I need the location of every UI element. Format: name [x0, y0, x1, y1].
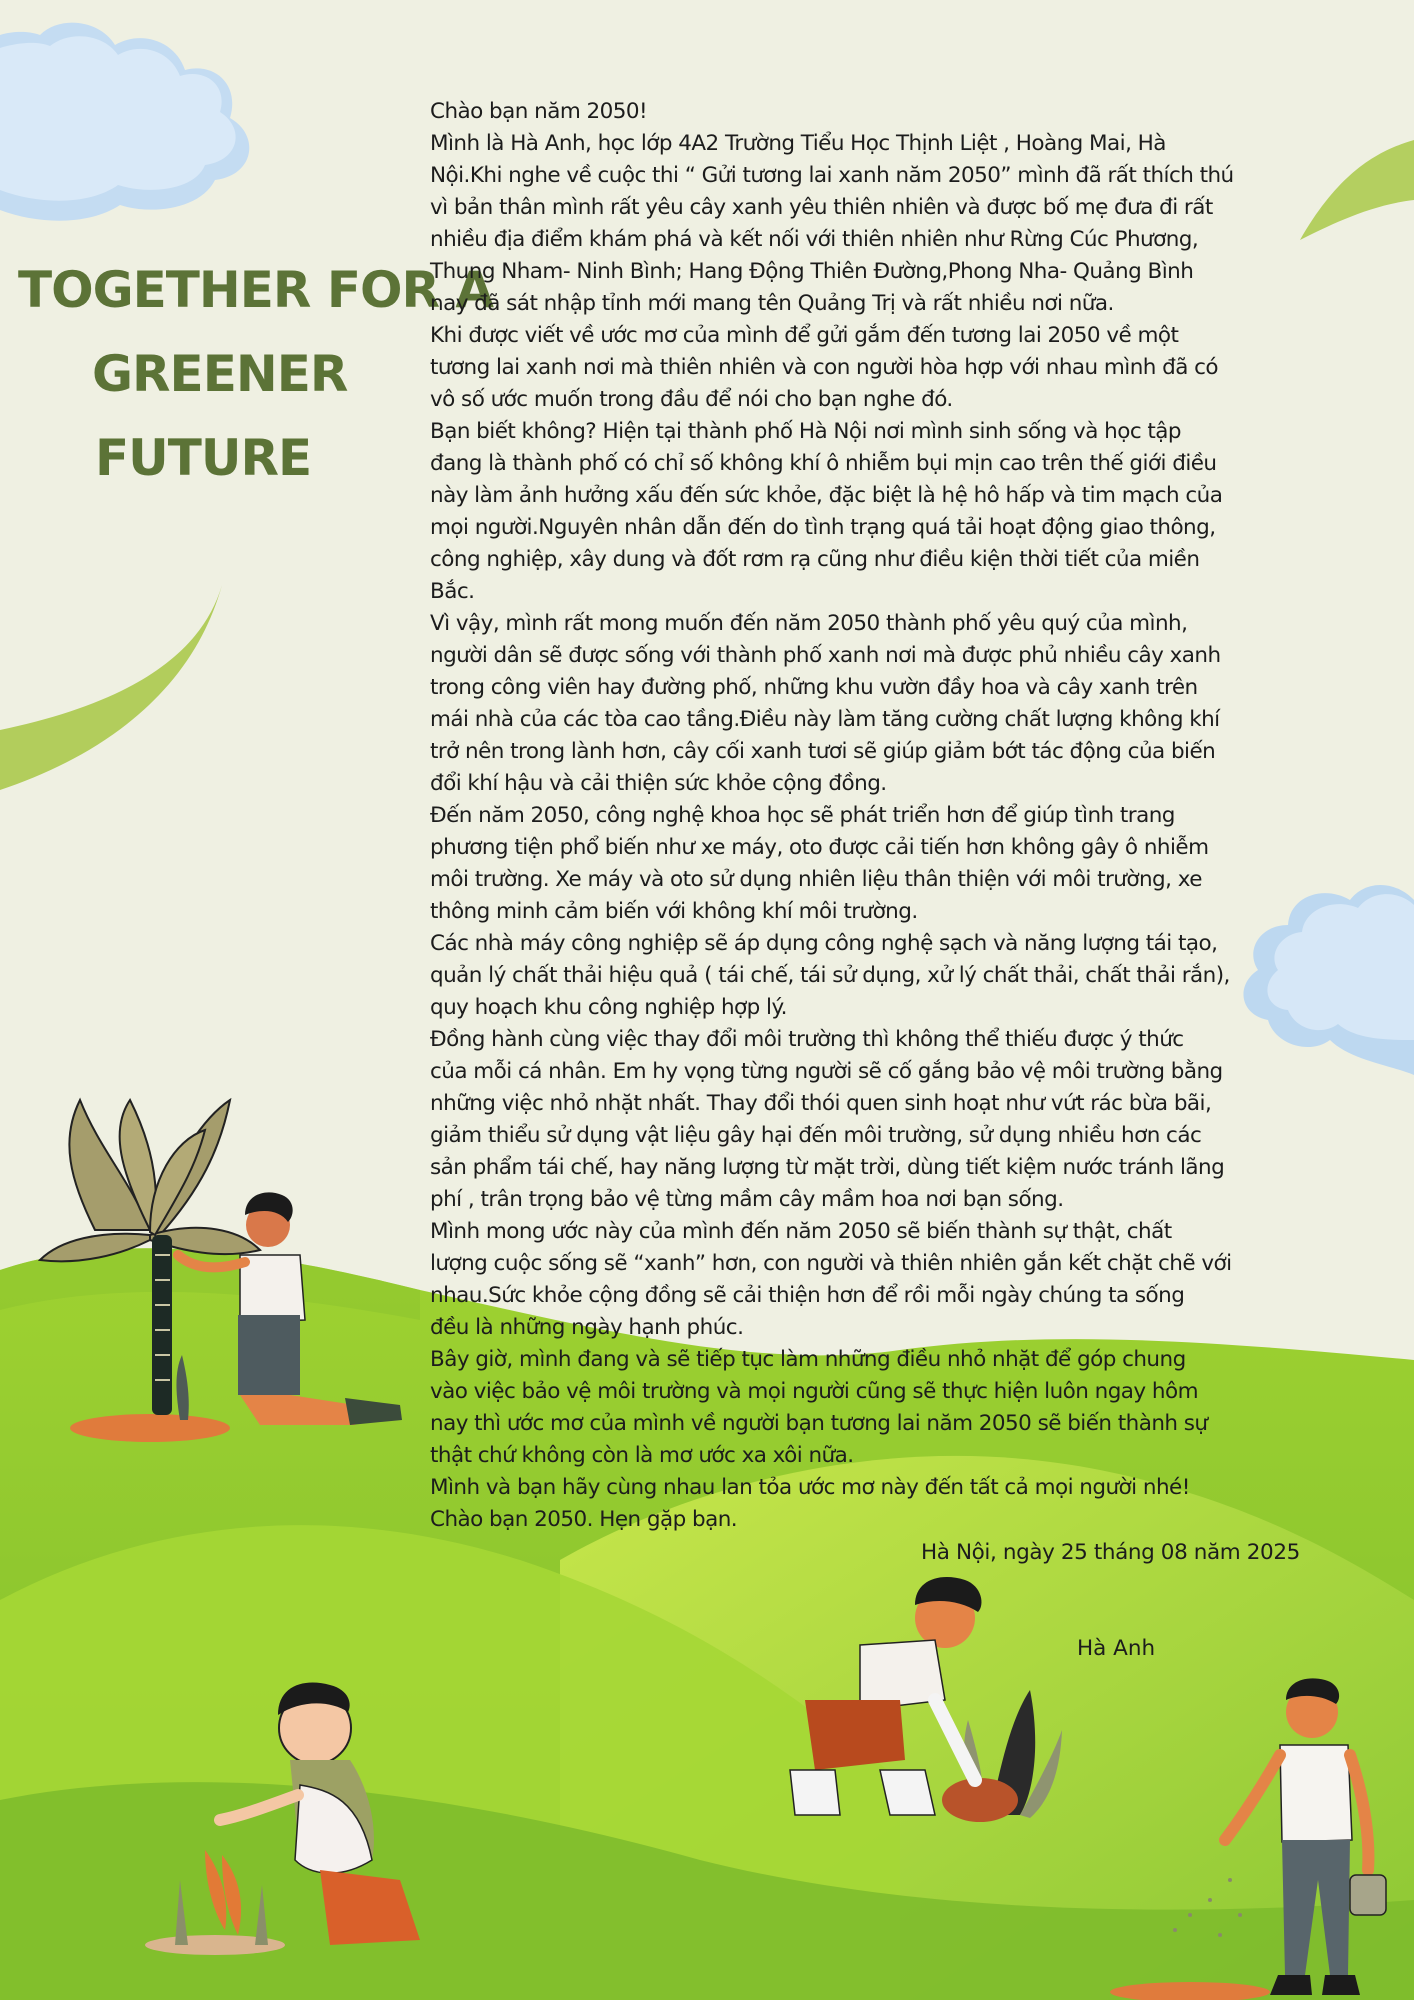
letter-line: Chào bạn năm 2050! — [430, 99, 648, 124]
letter-line: đổi khí hậu và cải thiện sức khỏe cộng đồng. — [430, 771, 887, 796]
letter-signature-name: Hà Anh — [1077, 1636, 1156, 1661]
letter-line: thông minh cảm biến với không khí môi trường. — [430, 899, 918, 924]
letter-line: Đến năm 2050, công nghệ khoa học sẽ phát triển hơn để giúp tình trang — [430, 803, 1175, 828]
letter-line: Các nhà máy công nghiệp sẽ áp dụng công nghệ sạch và năng lượng tái tạo, — [430, 931, 1218, 956]
letter-line: phương tiện phổ biến như xe máy, oto được cải tiến hơn không gây ô nhiễm — [430, 835, 1209, 860]
letter-line: lượng cuộc sống sẽ “xanh” hơn, con người và thiên nhiên gắn kết chặt chẽ với — [430, 1251, 1232, 1276]
letter-line: Bây giờ, mình đang và sẽ tiếp tục làm những điều nhỏ nhặt để góp chung — [430, 1347, 1186, 1372]
letter-line: phí , trân trọng bảo vệ từng mầm cây mầm hoa nơi bạn sống. — [430, 1187, 1064, 1212]
headline-line-3: FUTURE — [95, 429, 312, 487]
letter-line: nay thì ước mơ của mình về người bạn tương lai năm 2050 sẽ biến thành sự — [430, 1411, 1208, 1436]
headline — [18, 248, 494, 500]
cloud-icon — [0, 23, 249, 221]
leaf-swoosh-icon — [0, 585, 222, 790]
letter-line: đều là những ngày hạnh phúc. — [430, 1315, 744, 1340]
letter-line: vào việc bảo vệ môi trường và mọi người cũng sẽ thực hiện luôn ngay hôm — [430, 1379, 1198, 1404]
letter-line: công nghiệp, xây dung và đốt rơm rạ cũng như điều kiện thời tiết của miền — [430, 547, 1200, 572]
letter-line: Mình và bạn hãy cùng nhau lan tỏa ước mơ này đến tất cả mọi người nhé! — [430, 1475, 1190, 1500]
letter-line: Thung Nham- Ninh Bình; Hang Động Thiên Đường,Phong Nha- Quảng Bình — [430, 259, 1194, 284]
letter-line: thật chứ không còn là mơ ước xa xôi nữa. — [430, 1443, 854, 1468]
letter-line: tương lai xanh nơi mà thiên nhiên và con người hòa hợp với nhau mình đã có — [430, 355, 1219, 380]
letter-line: của mỗi cá nhân. Em hy vọng từng người sẽ cố gắng bảo vệ môi trường bằng — [430, 1059, 1223, 1084]
letter-line: trở nên trong lành hơn, cây cối xanh tươi sẽ giúp giảm bớt tác động của biến — [430, 739, 1216, 764]
letter-line: vô số ước muốn trong đầu để nói cho bạn nghe đó. — [430, 387, 953, 412]
letter-line: giảm thiểu sử dụng vật liệu gây hại đến môi trường, sử dụng nhiều hơn các — [430, 1123, 1202, 1148]
letter-line: người dân sẽ được sống với thành phố xanh nơi mà được phủ nhiều cây xanh — [430, 643, 1221, 668]
letter-line: mái nhà của các tòa cao tầng.Điều này làm tăng cường chất lượng không khí — [430, 707, 1220, 732]
letter-line: vì bản thân mình rất yêu cây xanh yêu thiên nhiên và được bố mẹ đưa đi rất — [430, 195, 1213, 220]
letter-line: Vì vậy, mình rất mong muốn đến năm 2050 thành phố yêu quý của mình, — [430, 611, 1188, 636]
letter-body — [430, 96, 1360, 1536]
letter-line: những việc nhỏ nhặt nhất. Thay đổi thói quen sinh hoạt như vứt rác bừa bãi, — [430, 1091, 1212, 1116]
letter-line: nay đã sát nhập tỉnh mới mang tên Quảng Trị và rất nhiều nơi nữa. — [430, 291, 1114, 316]
letter-line: sản phẩm tái chế, hay năng lượng từ mặt trời, dùng tiết kiệm nước tránh lãng — [430, 1155, 1225, 1180]
letter-line: Bắc. — [430, 579, 475, 604]
letter-line: nhau.Sức khỏe cộng đồng sẽ cải thiện hơn để rồi mỗi ngày chúng ta sống — [430, 1283, 1185, 1308]
letter-line: Chào bạn 2050. Hẹn gặp bạn. — [430, 1507, 738, 1532]
letter-line: Khi được viết về ước mơ của mình để gửi gắm đến tương lai 2050 về một — [430, 323, 1179, 348]
headline-line-2: GREENER — [92, 345, 348, 403]
letter-line: Đồng hành cùng việc thay đổi môi trường thì không thể thiếu được ý thức — [430, 1027, 1184, 1052]
letter-line: Mình mong ước này của mình đến năm 2050 sẽ biến thành sự thật, chất — [430, 1219, 1172, 1244]
letter-line: mọi người.Nguyên nhân dẫn đến do tình trạng quá tải hoạt động giao thông, — [430, 515, 1216, 540]
letter-line: Bạn biết không? Hiện tại thành phố Hà Nội nơi mình sinh sống và học tập — [430, 419, 1181, 444]
letter-line: trong công viên hay đường phố, những khu vườn đầy hoa và cây xanh trên — [430, 675, 1198, 700]
headline-line-1: TOGETHER FOR A — [18, 261, 494, 319]
letter-line: đang là thành phố có chỉ số không khí ô nhiễm bụi mịn cao trên thế giới điều — [430, 451, 1217, 476]
letter-line: môi trường. Xe máy và oto sử dụng nhiên liệu thân thiện với môi trường, xe — [430, 867, 1202, 892]
letter-line: nhiều địa điểm khám phá và kết nối với thiên nhiên như Rừng Cúc Phương, — [430, 227, 1199, 252]
letter-line: Mình là Hà Anh, học lớp 4A2 Trường Tiểu Học Thịnh Liệt , Hoàng Mai, Hà — [430, 131, 1166, 156]
letter-place-date: Hà Nội, ngày 25 tháng 08 năm 2025 — [921, 1540, 1300, 1565]
letter-line: quy hoạch khu công nghiệp hợp lý. — [430, 995, 787, 1020]
letter-line: này làm ảnh hưởng xấu đến sức khỏe, đặc biệt là hệ hô hấp và tim mạch của — [430, 483, 1223, 508]
letter-line: quản lý chất thải hiệu quả ( tái chế, tái sử dụng, xử lý chất thải, chất thải rắn), — [430, 963, 1230, 988]
letter-line: Nội.Khi nghe về cuộc thi “ Gửi tương lai xanh năm 2050” mình đã rất thích thú — [430, 163, 1234, 188]
